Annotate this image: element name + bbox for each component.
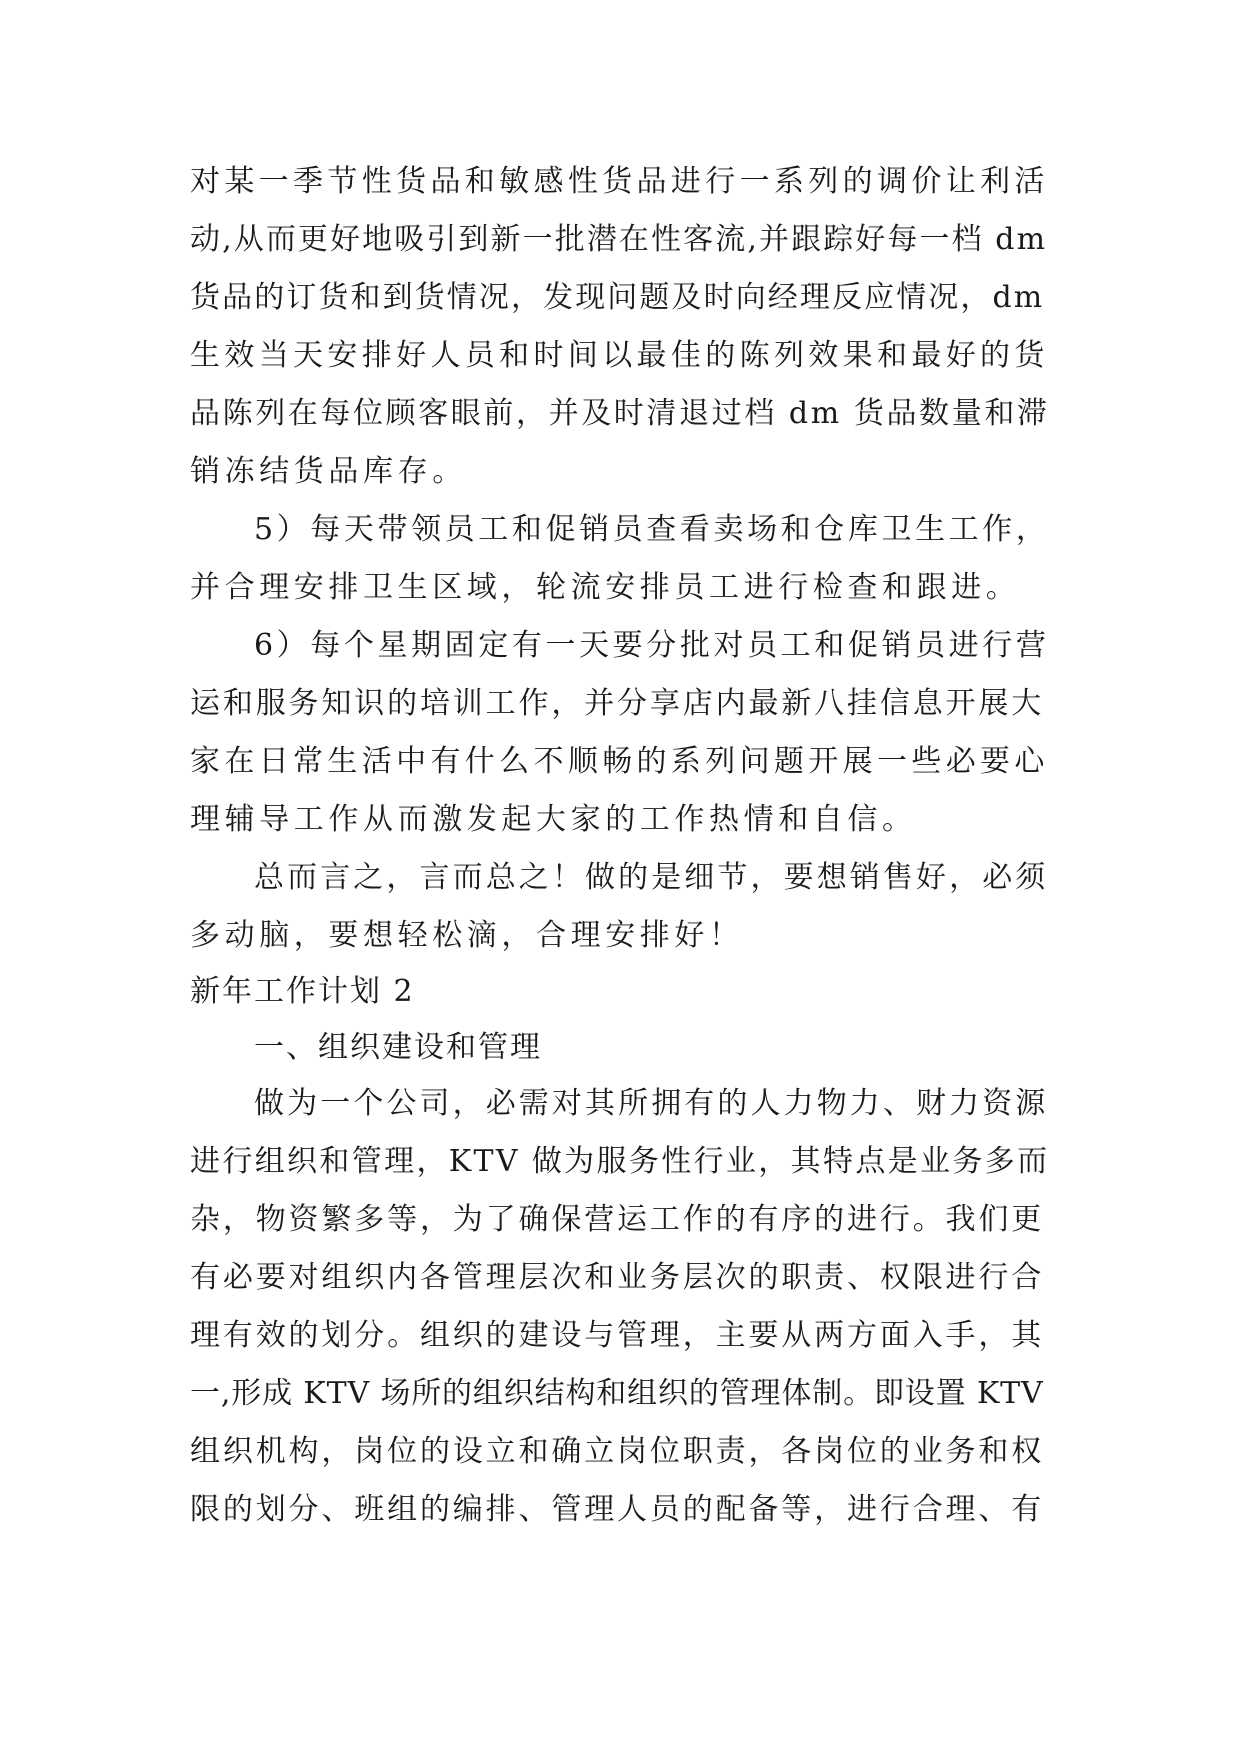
paragraph-line: 多动脑，要想轻松滴，合理安排好！ (190, 918, 744, 953)
paragraph-line: 6）每个星期固定有一天要分批对员工和促销员进行营 (254, 628, 1050, 663)
paragraph-line: 有必要对组织内各管理层次和业务层次的职责、权限进行合 (190, 1260, 1045, 1295)
paragraph-line: 品陈列在每位顾客眼前，并及时清退过档 dm 货品数量和滞 (190, 396, 1050, 431)
paragraph-line: 组织机构，岗位的设立和确立岗位职责，各岗位的业务和权 (190, 1434, 1045, 1469)
paragraph-line: 并合理安排卫生区域，轮流安排员工进行检查和跟进。 (190, 570, 1021, 605)
paragraph-line: 运和服务知识的培训工作，并分享店内最新八挂信息开展大 (190, 686, 1045, 721)
paragraph-line: 一,形成 KTV 场所的组织结构和组织的管理体制。即设置 KTV (190, 1376, 1044, 1411)
paragraph-line: 做为一个公司，必需对其所拥有的人力物力、财力资源 (254, 1086, 1049, 1121)
paragraph-line: 理辅导工作从而激发起大家的工作热情和自信。 (190, 802, 917, 837)
paragraph-line: 生效当天安排好人员和时间以最佳的陈列效果和最好的货 (190, 338, 1049, 373)
paragraph-line: 杂，物资繁多等，为了确保营运工作的有序的进行。我们更 (190, 1202, 1045, 1237)
paragraph-line: 理有效的划分。组织的建设与管理，主要从两方面入手，其 (190, 1318, 1045, 1353)
paragraph-line: 货品的订货和到货情况，发现问题及时向经理反应情况，dm (190, 280, 1045, 315)
paragraph-line: 5）每天带领员工和促销员查看卖场和仓库卫生工作， (254, 512, 1050, 547)
paragraph-line: 限的划分、班组的编排、管理人员的配备等，进行合理、有 (190, 1492, 1045, 1527)
paragraph-line: 对某一季节性货品和敏感性货品进行一系列的调价让利活 (190, 164, 1049, 199)
subsection-heading: 一、组织建设和管理 (254, 1030, 542, 1065)
paragraph-line: 销冻结货品库存。 (190, 454, 467, 489)
paragraph-line: 总而言之，言而总之！做的是细节，要想销售好，必须 (254, 860, 1049, 895)
paragraph-line: 动,从而更好地吸引到新一批潜在性客流,并跟踪好每一档 dm (190, 222, 1048, 257)
section-title: 新年工作计划 2 (190, 974, 415, 1009)
paragraph-line: 进行组织和管理，KTV 做为服务性行业，其特点是业务多而 (190, 1144, 1050, 1179)
paragraph-line: 家在日常生活中有什么不顺畅的系列问题开展一些必要心 (190, 744, 1049, 779)
